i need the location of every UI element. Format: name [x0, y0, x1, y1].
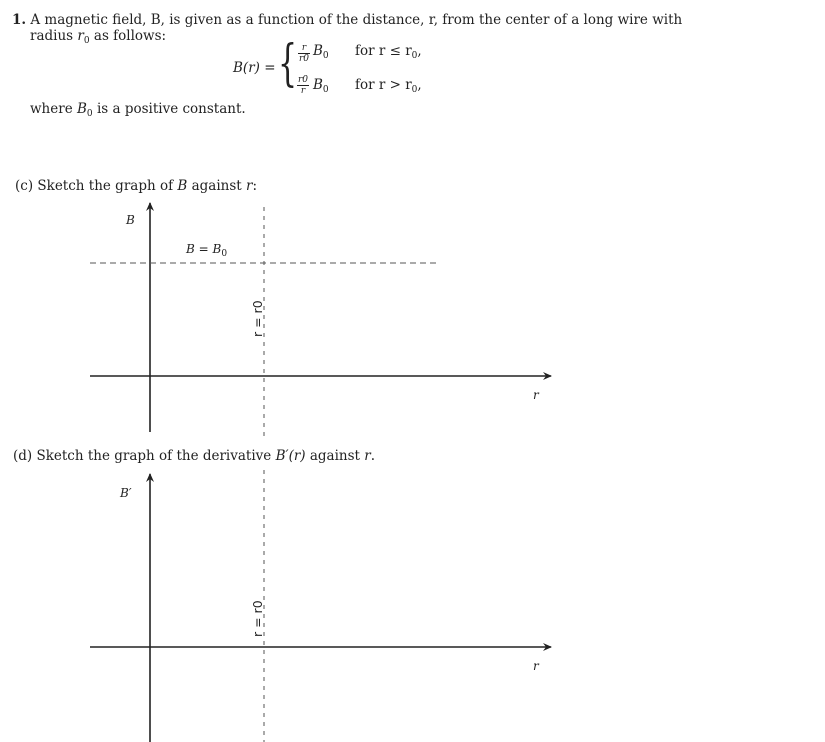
part-c-prompt-end: : — [252, 178, 258, 194]
part-d-prompt — [13, 448, 375, 464]
problem-line-2-prefix: radius — [30, 28, 74, 44]
where-prefix: where — [30, 101, 73, 117]
problem-text-line-1: A magnetic field, B, is given as a function of the distance, r, from the center of a long wire with — [30, 12, 683, 28]
part-c-prompt-mid: against — [191, 178, 242, 194]
graph-d-vline-label: r = r0 — [250, 600, 265, 637]
case1-cond-sub: 0 — [411, 51, 418, 61]
graph-c-y-label: B — [126, 213, 135, 227]
case1-frac-den: r0 — [299, 54, 310, 64]
part-c-prompt-var: B — [177, 178, 188, 194]
case2-cond-text: for r > r — [355, 77, 412, 93]
graph-c — [90, 203, 551, 436]
part-d-prompt-var: r — [364, 448, 371, 464]
case2-expr-sub: 0 — [322, 85, 329, 95]
part-c-prompt-var2: r — [246, 178, 253, 194]
case1-cond-text: for r ≤ r — [355, 43, 412, 59]
case2-frac-num: r0 — [298, 75, 309, 85]
case1-expr-var: B — [313, 43, 323, 59]
graph-d — [90, 470, 551, 742]
where-sub: 0 — [86, 109, 93, 119]
part-d-prompt-mid: against — [309, 448, 360, 464]
graph-d-y-label: B′ — [120, 486, 132, 500]
radius-sub: 0 — [83, 36, 90, 46]
graph-c-hline-label-sub: 0 — [221, 249, 228, 259]
graph-c-x-label: r — [533, 388, 539, 402]
problem-number: 1. — [12, 12, 27, 28]
radius-var: r — [77, 28, 84, 44]
case2-frac-den: r — [300, 86, 306, 96]
part-d-prompt-end: . — [370, 448, 376, 464]
case2-cond-sub: 0 — [411, 85, 418, 95]
equation-brace: { — [278, 34, 298, 92]
part-d-prompt-expr: B′(r) — [275, 448, 306, 464]
where-suffix: is a positive constant. — [96, 101, 246, 117]
graph-d-x-label: r — [533, 659, 539, 673]
case2-cond-end: , — [417, 77, 422, 93]
case1-frac-num: r — [298, 43, 310, 54]
graph-c-vline-label: r = r0 — [250, 300, 265, 337]
equation-lhs: B(r) = — [233, 60, 276, 76]
case1-expr-sub: 0 — [322, 51, 329, 61]
problem-line-2-suffix: as follows: — [93, 28, 167, 44]
graph-c-hline-label — [186, 241, 227, 262]
part-c-prompt-prefix: (c) Sketch the graph of — [15, 178, 174, 194]
case1-cond-end: , — [417, 43, 422, 59]
part-d-prompt-text: (d) Sketch the graph of the derivative — [13, 448, 272, 464]
graph-c-hline-label-text: B = B — [186, 242, 222, 256]
case2-expr-var: B — [313, 77, 323, 93]
where-var: B — [76, 101, 87, 117]
